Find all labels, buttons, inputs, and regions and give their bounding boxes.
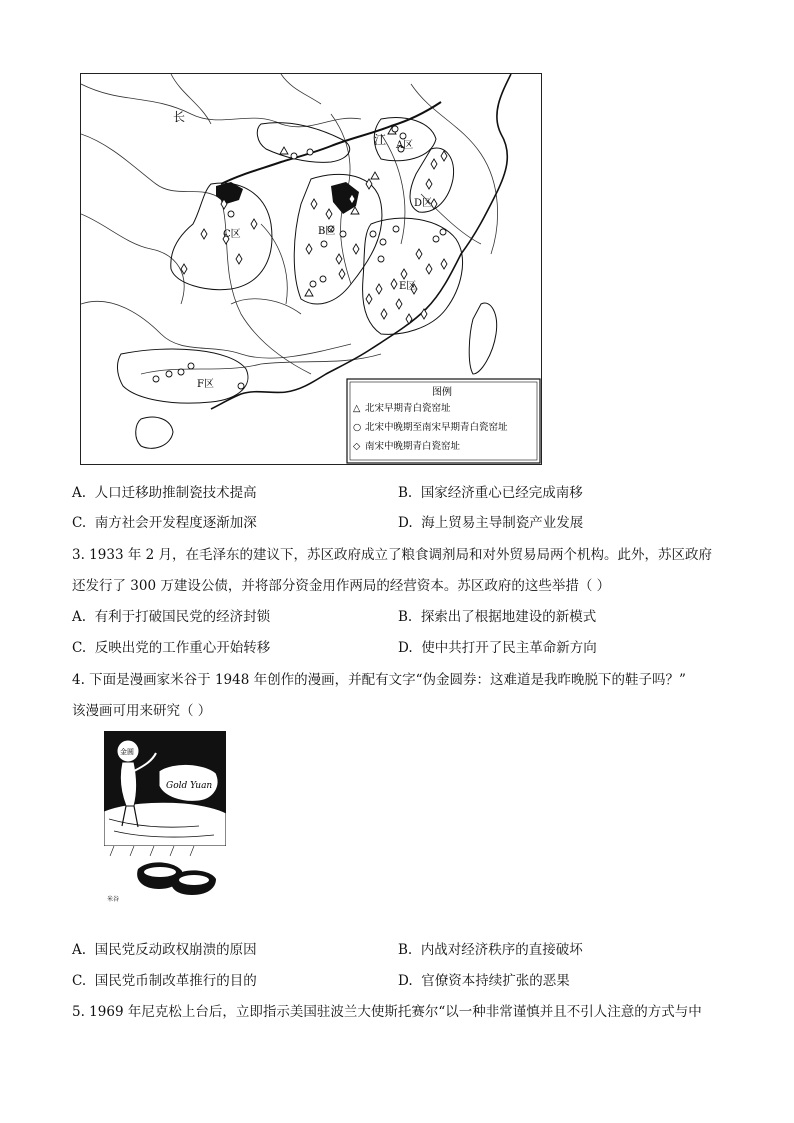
option-text: 国家经济重心已经完成南移	[420, 485, 583, 501]
option-text: 南方社会开发程度逐渐加深	[94, 515, 257, 531]
option-letter: C.	[72, 515, 87, 531]
option-letter: A.	[72, 942, 87, 958]
zone-f-outline	[117, 349, 247, 403]
q4-option-d[interactable]	[398, 972, 570, 990]
option-text: 国民党币制改革推行的目的	[94, 973, 257, 989]
option-letter: B.	[398, 485, 413, 501]
option-letter: C.	[72, 973, 87, 989]
option-text: 探索出了根据地建设的新模式	[420, 609, 597, 625]
q3-stem-line2: 还发行了 300 万建设公债，并将部分资金用作两局的经营资本。苏区政府的这些举措（ ）	[72, 578, 611, 594]
cartoon-figure-text: 金圆	[120, 748, 134, 756]
zone-e-outline	[363, 218, 463, 334]
zone-e-label: E区	[399, 281, 417, 292]
zone-c-label: C区	[223, 229, 241, 240]
q2-option-a[interactable]	[72, 484, 257, 502]
triangle-markers	[280, 127, 396, 296]
map-legend	[347, 379, 540, 463]
cartoon-image	[104, 731, 226, 909]
diamond-markers	[181, 151, 447, 324]
q4-option-c[interactable]	[72, 972, 257, 990]
option-text: 国民党反动政权崩溃的原因	[94, 942, 257, 958]
map-svg	[81, 74, 541, 464]
q2-option-d[interactable]	[398, 514, 583, 532]
kiln-distribution-map	[80, 73, 542, 465]
q2-option-b[interactable]	[398, 484, 583, 502]
zone-f-label: F区	[197, 379, 214, 390]
option-letter: A.	[72, 485, 87, 501]
q4-stem-line1: 4. 下面是漫画家米谷于 1948 年创作的漫画，并配有文字“伪金圆券：这难道是我昨晚脱下的鞋子吗？”	[72, 672, 686, 688]
cartoon-bag-text: Gold Yuan	[166, 781, 213, 791]
q2-option-c[interactable]	[72, 514, 257, 532]
circle-markers	[153, 126, 446, 389]
option-text: 有利于打破国民党的经济封锁	[94, 609, 271, 625]
river-label-chang: 长	[173, 110, 186, 124]
q3-stem-line1: 3. 1933 年 2 月，在毛泽东的建议下，苏区政府成立了粮食调剂局和对外贸易局两个机构。此外，苏区政府	[72, 547, 712, 563]
legend-diamond-icon: ◇	[353, 441, 361, 452]
option-letter: B.	[398, 609, 413, 625]
zone-a-label: A区	[396, 140, 414, 151]
q3-option-a[interactable]	[72, 608, 270, 626]
option-letter: A.	[72, 609, 87, 625]
option-letter: D.	[398, 515, 413, 531]
zone-b-label: B区	[318, 226, 336, 237]
q4-stem-line2: 该漫画可用来研究（ ）	[72, 703, 212, 719]
q3-option-b[interactable]	[398, 608, 596, 626]
legend-triangle-label: 北宋早期青白瓷窑址	[365, 403, 451, 414]
q5-stem-line1: 5. 1969 年尼克松上台后，立即指示美国驻波兰大使斯托赛尔“以一种非常谨慎并且不引人注意的方式与中	[72, 1004, 702, 1020]
q3-option-c[interactable]	[72, 639, 270, 657]
option-text: 反映出党的工作重心开始转移	[94, 640, 271, 656]
option-text: 人口迁移助推制瓷技术提高	[94, 485, 257, 501]
option-letter: C.	[72, 640, 87, 656]
legend-diamond-label: 南宋中晚期青白瓷窑址	[365, 441, 461, 452]
cartoon-svg	[104, 731, 226, 909]
legend-circle-label: 北宋中晚期至南宋早期青白瓷窑址	[365, 422, 508, 433]
legend-circle-icon: ○	[353, 422, 362, 433]
legend-triangle-icon: △	[353, 403, 361, 414]
cartoon-signature: 米谷	[107, 896, 120, 903]
option-letter: D.	[398, 640, 413, 656]
zone-d-label: D区	[414, 198, 433, 209]
option-letter: B.	[398, 942, 413, 958]
option-text: 官僚资本持续扩张的恶果	[421, 973, 570, 989]
q4-option-b[interactable]	[398, 941, 583, 959]
q4-option-a[interactable]	[72, 941, 257, 959]
option-letter: D.	[398, 973, 413, 989]
option-text: 海上贸易主导制瓷产业发展	[421, 515, 584, 531]
legend-title: 图例	[432, 387, 452, 398]
option-text: 内战对经济秩序的直接破坏	[420, 942, 583, 958]
river-label-jiang: 江	[374, 133, 387, 147]
q3-option-d[interactable]	[398, 639, 597, 657]
option-text: 使中共打开了民主革命新方向	[421, 640, 597, 656]
